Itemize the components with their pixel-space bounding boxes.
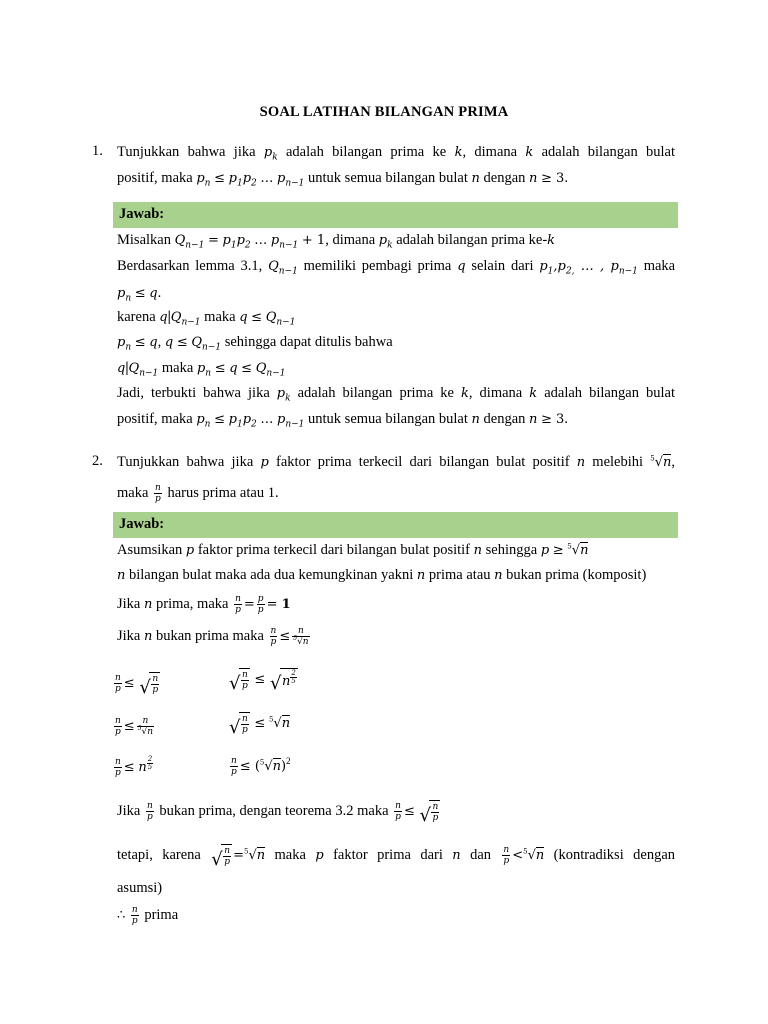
answer-2-line-7: asumsi) xyxy=(117,880,163,896)
answer-2-line-5: Jika $\frac{n}{p}$ bukan prima, dengan teorema 3.2 maka $\frac{n}{p}$ ≤ √ $\frac{n}{p}$ xyxy=(117,800,441,823)
answer-header-2: Jawab: xyxy=(113,512,678,538)
answer-1-line-3: $p_n \le q$. xyxy=(117,285,162,304)
answer-2-line-6: tetapi, karena √ $\frac{n}{p}$ =$^5$√n maka p faktor prima dari n dan $\frac{n}{p}$ <$^5$√n (kontradiksi dengan xyxy=(117,844,675,867)
answer-2-line-4: Jika n bukan prima maka $\frac{n}{p}$ ≤ $\frac{n}{^5√n}$ xyxy=(117,626,309,647)
question-1-line-1: Tunjukkan bahwa jika $p_k$ adalah bilangan prima ke k, dimana k adalah bilangan bulat xyxy=(117,144,676,163)
answer-2-line-3: Jika n prima, maka $\frac{n}{p}$ = $\frac{p}{p}$ = 1 xyxy=(117,594,291,615)
derivation-left-2: $\frac{n}{p}$ ≤ $\frac{n}{^5√n}$ xyxy=(115,716,154,737)
derivation-right-3: $\frac{n}{p}$ ≤ $(^5√n)^2$ xyxy=(231,756,291,777)
answer-2-line-8: ∴ $\frac{n}{p}$ prima xyxy=(117,905,179,926)
question-1-number: 1. xyxy=(92,143,103,159)
answer-2-line-1: Asumsikan p faktor prima terkecil dari bilangan bulat positif n sehingga p ≥ $^5$√n xyxy=(117,542,589,558)
answer-header-1: Jawab: xyxy=(113,202,678,228)
derivation-right-1: √ $\frac{n}{p}$ ≤ √ n $^{\frac{2}{5}}$ xyxy=(228,668,299,691)
question-1-line-2: positif, maka $p_n \le p_1p_2$ … $p_{n-1}$ untuk semua bilangan bulat n dengan n ≥ 3. xyxy=(117,170,568,189)
answer-2-line-2: n bilangan bulat maka ada dua kemungkinan yakni n prima atau n bukan prima (komposit) xyxy=(117,567,647,583)
answer-1-line-5: $p_n \le q$, $q \le Q_{n-1}$ sehingga dapat ditulis bahwa xyxy=(117,334,393,353)
derivation-left-1: $\frac{n}{p}$ ≤ √ $\frac{n}{p}$ xyxy=(112,672,161,695)
page-title: SOAL LATIHAN BILANGAN PRIMA xyxy=(259,104,509,120)
question-2-line-1: Tunjukkan bahwa jika p faktor prima terkecil dari bilangan bulat positif n melebihi $^5$√n, xyxy=(117,454,675,470)
question-2-number: 2. xyxy=(92,453,103,469)
answer-1-line-2: Berdasarkan lemma 3.1, $Q_{n-1}$ memiliki pembagi prima q selain dari $p_1,p_{2,}$ … , $p_{n-1}$ maka xyxy=(117,258,676,277)
question-2-line-2: maka $\frac{n}{p}$ harus prima atau 1. xyxy=(117,483,279,504)
derivation-left-3: $\frac{n}{p}$ ≤ n $^{\frac{2}{5}}$ xyxy=(115,755,153,779)
answer-1-line-1: Misalkan $Q_{n-1} = p_1p_2$ … $p_{n-1} + 1$, dimana $p_k$ adalah bilangan prima ke-k xyxy=(117,232,556,251)
answer-1-line-4: karena $q|Q_{n-1}$ maka $q \le Q_{n-1}$ xyxy=(117,309,296,328)
answer-1-line-7: Jadi, terbukti bahwa jika $p_k$ adalah bilangan prima ke k, dimana k adalah bilangan bulat xyxy=(117,385,676,404)
answer-1-line-8: positif, maka $p_n \le p_1p_2$ … $p_{n-1}$ untuk semua bilangan bulat n dengan n ≥ 3. xyxy=(117,411,568,430)
derivation-right-2: √ $\frac{n}{p}$ ≤ $^5$√n xyxy=(228,712,290,735)
answer-1-line-6: $q|Q_{n-1}$ maka $p_n \le q \le Q_{n-1}$ xyxy=(117,360,286,379)
